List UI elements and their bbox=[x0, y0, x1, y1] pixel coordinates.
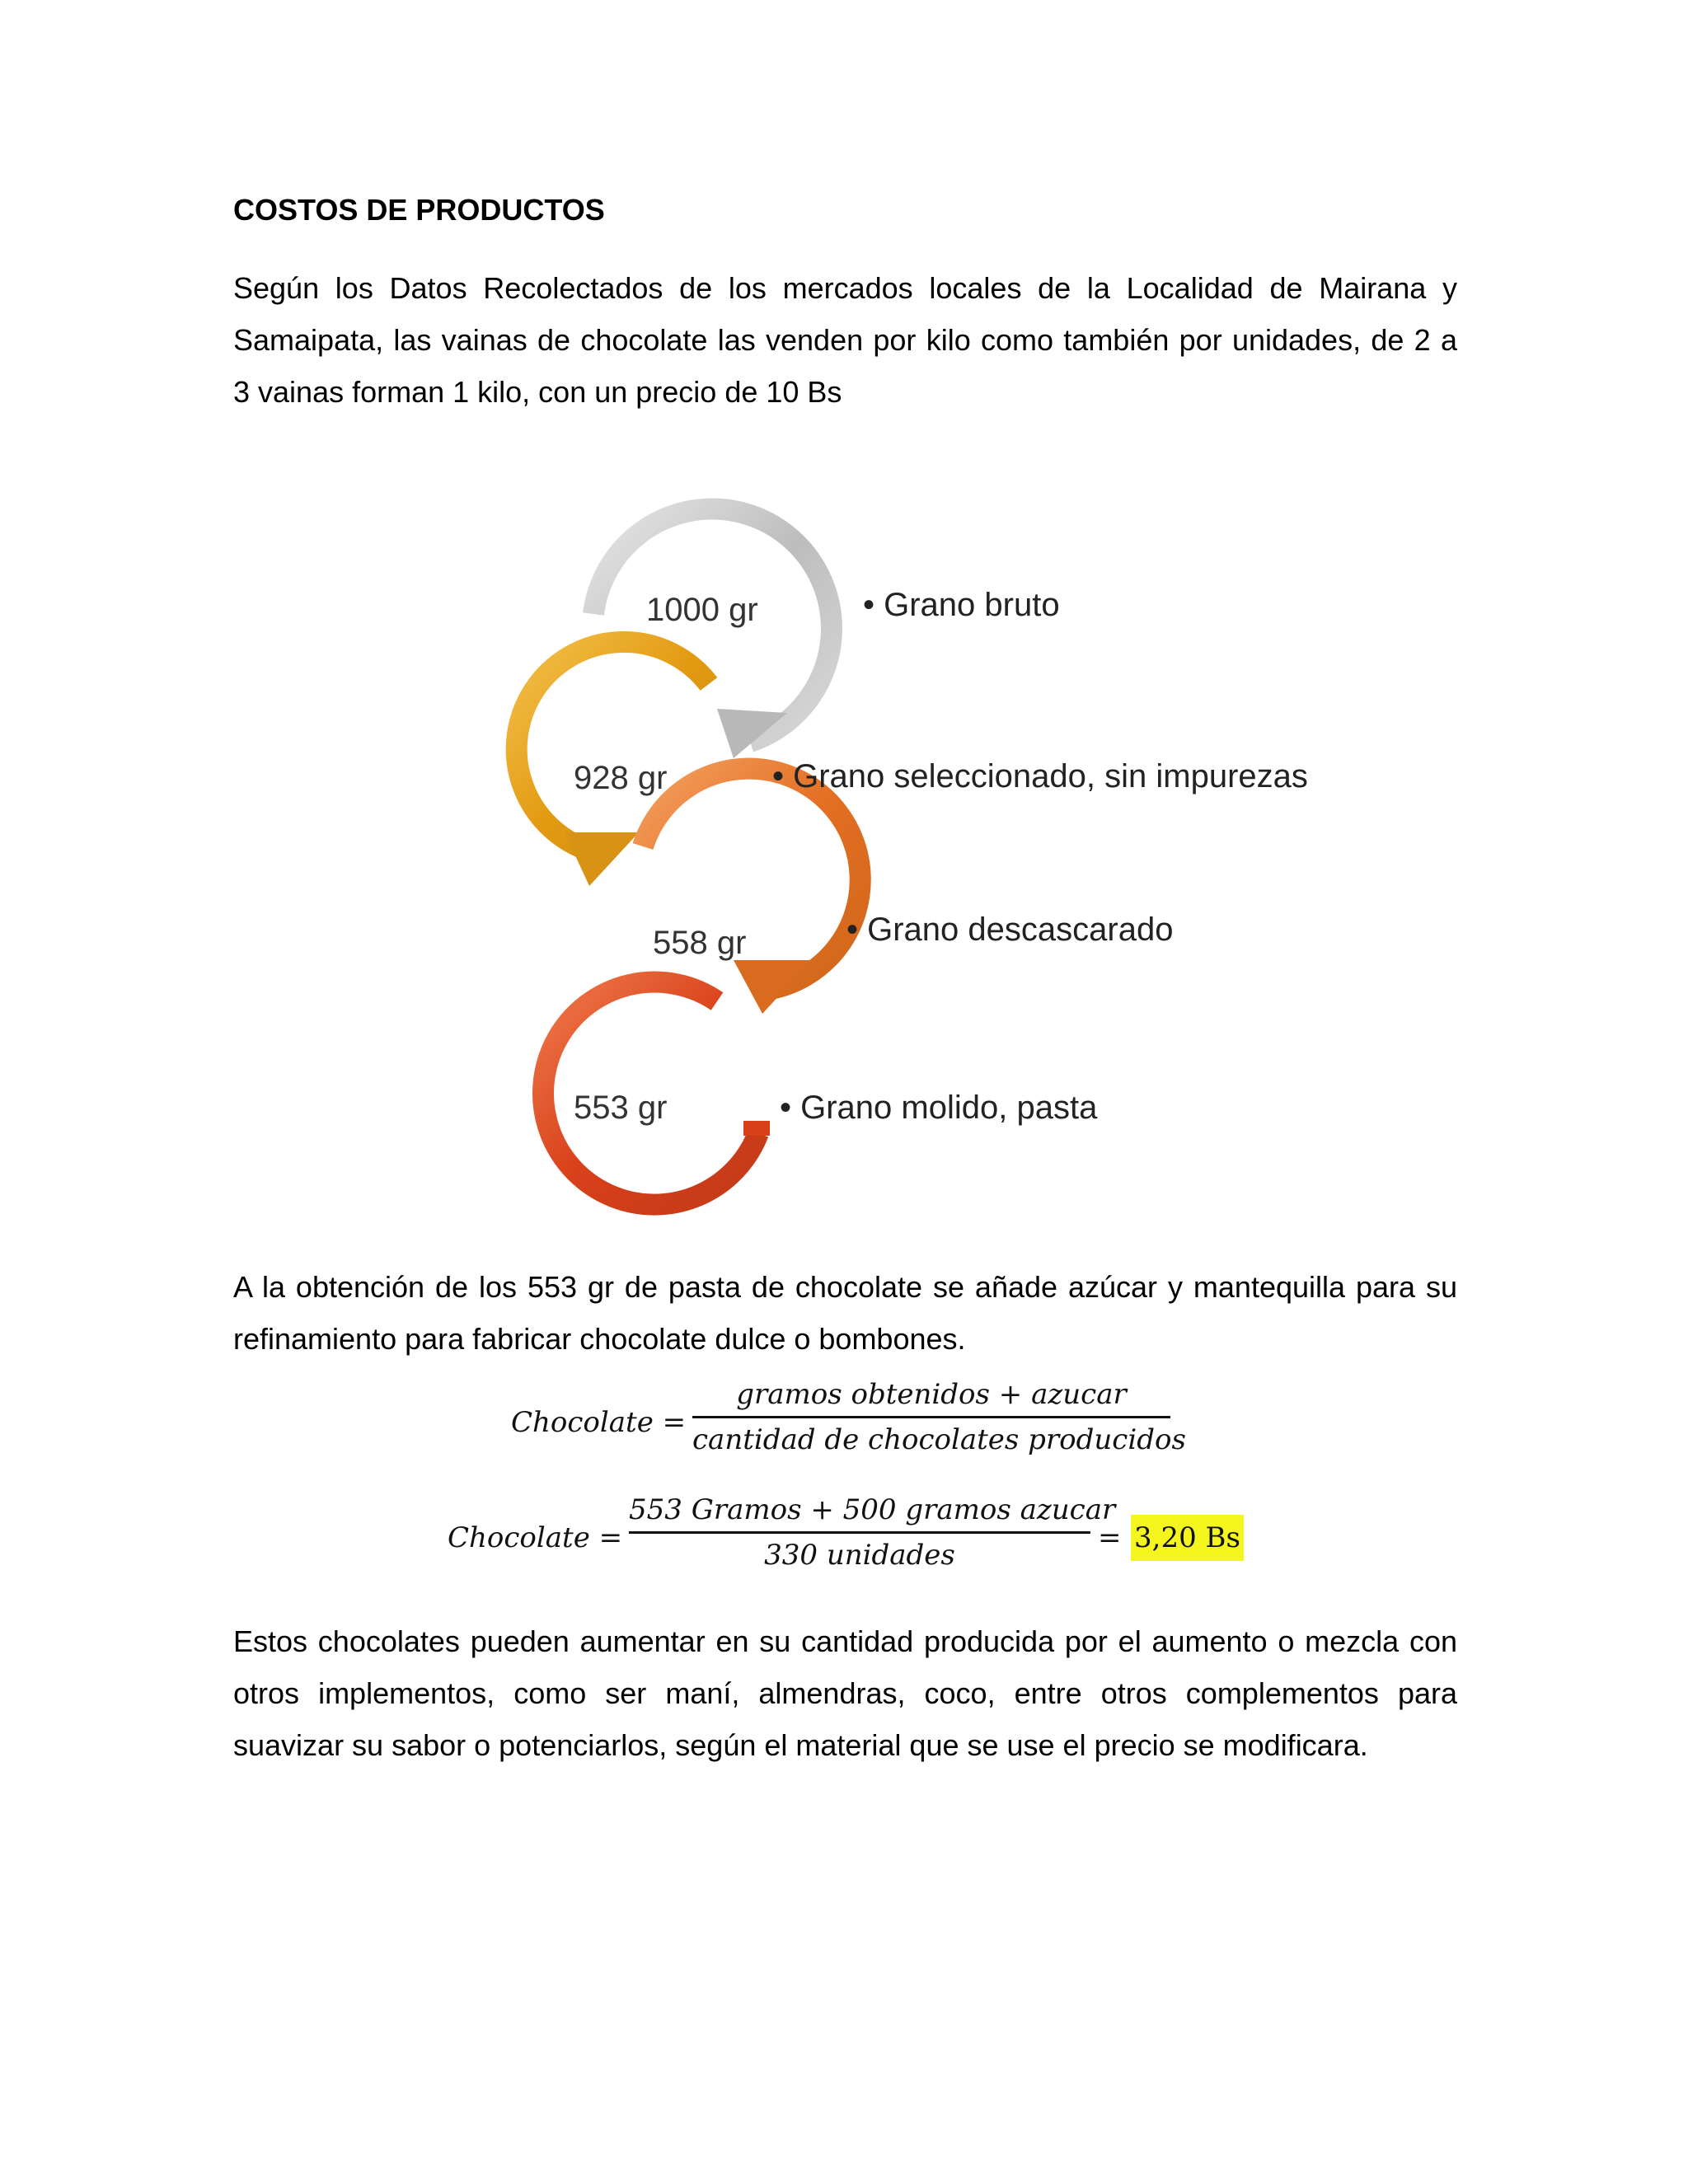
red-arc-end bbox=[743, 1121, 770, 1136]
gold-arc-arrow bbox=[517, 642, 709, 853]
paragraph-line: Samaipata, las vainas de chocolate las venden por kilo como también por unidades, de 2 a bbox=[233, 323, 1457, 357]
formula2-numerator: 553 Gramos + 500 gramos azucar bbox=[629, 1493, 1116, 1526]
section-heading: COSTOS DE PRODUCTOS bbox=[233, 193, 605, 227]
weight-label: 558 gr bbox=[653, 925, 747, 961]
step-label: • Grano bruto bbox=[863, 587, 1060, 623]
intro-paragraph bbox=[233, 262, 1457, 418]
weight-label: 1000 gr bbox=[646, 592, 758, 628]
formula2-denominator: 330 unidades bbox=[764, 1539, 955, 1572]
closing-paragraph bbox=[233, 1615, 1457, 1771]
weight-label: 928 gr bbox=[574, 760, 668, 796]
cacao-process-diagram bbox=[486, 486, 1343, 1261]
paragraph-line: Estos chocolates pueden aumentar en su cantidad producida por el aumento o mezcla con bbox=[233, 1624, 1457, 1658]
formula1-lhs: Chocolate = bbox=[511, 1406, 687, 1439]
step-label: • Grano descascarado bbox=[846, 912, 1174, 948]
formula2-fraction bbox=[629, 1493, 1116, 1572]
formula2-equals: = bbox=[1098, 1521, 1122, 1554]
fraction-bar bbox=[629, 1531, 1090, 1534]
formula2-result-highlight: 3,20 Bs bbox=[1131, 1515, 1244, 1561]
paragraph-line: A la obtención de los 553 gr de pasta de chocolate se añade azúcar y mantequilla para su bbox=[233, 1270, 1457, 1304]
paragraph-line: otros implementos, como ser maní, almendras, coco, entre otros complementos para bbox=[233, 1676, 1457, 1710]
formula2-lhs: Chocolate = bbox=[448, 1521, 623, 1554]
formula1-numerator: gramos obtenidos + azucar bbox=[736, 1378, 1127, 1411]
fraction-bar bbox=[692, 1416, 1170, 1418]
gold-arrowhead bbox=[565, 832, 639, 886]
step-label: • Grano seleccionado, sin impurezas bbox=[772, 758, 1308, 794]
paragraph-line: Según los Datos Recolectados de los mercados locales de la Localidad de Mairana y bbox=[233, 271, 1457, 305]
paragraph-line: 3 vainas forman 1 kilo, con un precio de 10 Bs bbox=[233, 375, 842, 409]
weight-label: 553 gr bbox=[574, 1090, 668, 1126]
formula1-fraction bbox=[692, 1378, 1186, 1456]
formula1-denominator: cantidad de chocolates producidos bbox=[692, 1423, 1186, 1456]
paragraph-line: refinamiento para fabricar chocolate dulce o bombones. bbox=[233, 1322, 966, 1356]
step-label: • Grano molido, pasta bbox=[780, 1090, 1098, 1126]
process-paragraph bbox=[233, 1261, 1457, 1365]
paragraph-line: suavizar su sabor o potenciarlos, según el material que se use el precio se modificara. bbox=[233, 1728, 1368, 1762]
